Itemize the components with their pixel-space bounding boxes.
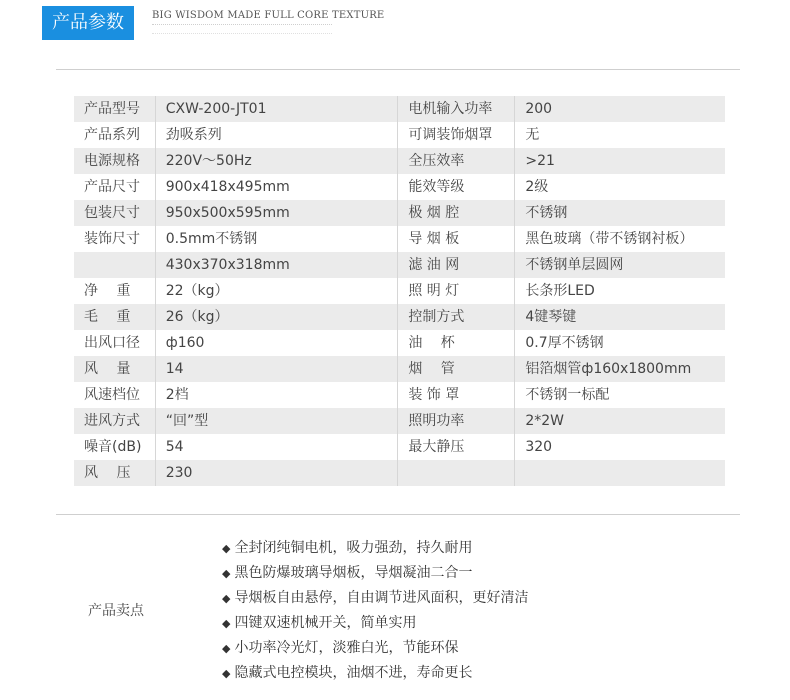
spec-value: 0.7厚不锈钢	[515, 330, 725, 356]
spec-value: 900x418x495mm	[155, 174, 398, 200]
spec-value: 4键琴键	[515, 304, 725, 330]
spec-label: 极 烟 腔	[398, 200, 515, 226]
spec-row	[74, 148, 725, 174]
spec-row	[74, 408, 725, 434]
selling-point	[222, 661, 528, 686]
middle-divider	[56, 514, 740, 515]
spec-label: 导 烟 板	[398, 226, 515, 252]
spec-label: 风速档位	[74, 382, 155, 408]
selling-point-text: 隐藏式电控模块，油烟不进，寿命更长	[234, 665, 473, 681]
spec-row	[74, 278, 725, 304]
diamond-bullet-icon: ◆	[222, 542, 231, 555]
spec-value: 230	[155, 460, 398, 486]
selling-point	[222, 536, 528, 561]
spec-label: 产品尺寸	[74, 174, 155, 200]
top-divider	[56, 69, 740, 70]
spec-label: 滤 油 网	[398, 252, 515, 278]
diamond-bullet-icon: ◆	[222, 592, 231, 605]
spec-label: 风 压	[74, 460, 155, 486]
spec-label	[398, 460, 515, 486]
spec-value: 铝箔烟管ф160x1800mm	[515, 356, 725, 382]
spec-row	[74, 252, 725, 278]
spec-value: 2档	[155, 382, 398, 408]
selling-point	[222, 586, 528, 611]
spec-label: 照 明 灯	[398, 278, 515, 304]
spec-row	[74, 174, 725, 200]
selling-point	[222, 636, 528, 661]
spec-label: 包装尺寸	[74, 200, 155, 226]
spec-label: 进风方式	[74, 408, 155, 434]
diamond-bullet-icon: ◆	[222, 667, 231, 680]
spec-value: 2级	[515, 174, 725, 200]
spec-row	[74, 96, 725, 122]
spec-row	[74, 226, 725, 252]
spec-label: 装 饰 罩	[398, 382, 515, 408]
selling-point	[222, 561, 528, 586]
spec-value: 26（kg）	[155, 304, 398, 330]
spec-value: 0.5mm不锈钢	[155, 226, 398, 252]
selling-point-text: 全封闭纯铜电机，吸力强劲，持久耐用	[234, 540, 473, 556]
section-subtitle: BIG WISDOM MADE FULL CORE TEXTURE	[152, 10, 385, 21]
selling-points-label: 产品卖点	[88, 603, 144, 619]
spec-label: 全压效率	[398, 148, 515, 174]
spec-label: 可调装饰烟罩	[398, 122, 515, 148]
selling-point-text: 导烟板自由悬停，自由调节进风面积，更好清洁	[234, 590, 529, 606]
spec-row	[74, 304, 725, 330]
spec-label: 控制方式	[398, 304, 515, 330]
spec-value: 劲吸系列	[155, 122, 398, 148]
spec-label: 风 量	[74, 356, 155, 382]
selling-point-text: 四键双速机械开关，简单实用	[234, 615, 417, 631]
spec-label: 最大静压	[398, 434, 515, 460]
spec-value: 14	[155, 356, 398, 382]
spec-value: 无	[515, 122, 725, 148]
spec-row	[74, 382, 725, 408]
spec-label: 照明功率	[398, 408, 515, 434]
spec-value: 不锈钢一标配	[515, 382, 725, 408]
spec-value: 2*2W	[515, 408, 725, 434]
selling-point-text: 小功率冷光灯，淡雅白光，节能环保	[234, 640, 459, 656]
spec-row	[74, 122, 725, 148]
selling-point	[222, 611, 528, 636]
spec-value: ф160	[155, 330, 398, 356]
selling-point-text: 黑色防爆玻璃导烟板，导烟凝油二合一	[234, 565, 473, 581]
spec-value	[515, 460, 725, 486]
spec-value: 长条形LED	[515, 278, 725, 304]
selling-points-list	[222, 536, 528, 686]
spec-value: 220V～50Hz	[155, 148, 398, 174]
spec-value: 22（kg）	[155, 278, 398, 304]
spec-value: 不锈钢单层圆网	[515, 252, 725, 278]
spec-value: CXW-200-JT01	[155, 96, 398, 122]
spec-label: 净 重	[74, 278, 155, 304]
spec-label: 装饰尺寸	[74, 226, 155, 252]
spec-row	[74, 434, 725, 460]
spec-label: 产品系列	[74, 122, 155, 148]
diamond-bullet-icon: ◆	[222, 567, 231, 580]
diamond-bullet-icon: ◆	[222, 642, 231, 655]
spec-value: 430x370x318mm	[155, 252, 398, 278]
spec-value: >21	[515, 148, 725, 174]
spec-value: 54	[155, 434, 398, 460]
spec-value: “回”型	[155, 408, 398, 434]
spec-label: 毛 重	[74, 304, 155, 330]
spec-row	[74, 356, 725, 382]
spec-value: 不锈钢	[515, 200, 725, 226]
section-title: 产品参数	[42, 6, 134, 40]
spec-value: 200	[515, 96, 725, 122]
spec-label	[74, 252, 155, 278]
spec-label: 油 杯	[398, 330, 515, 356]
spec-label: 电机输入功率	[398, 96, 515, 122]
spec-value: 950x500x595mm	[155, 200, 398, 226]
spec-row	[74, 330, 725, 356]
spec-value: 黑色玻璃（带不锈钢衬板）	[515, 226, 725, 252]
subtitle-decoration	[152, 24, 332, 34]
spec-label: 电源规格	[74, 148, 155, 174]
spec-row	[74, 460, 725, 486]
diamond-bullet-icon: ◆	[222, 617, 231, 630]
spec-value: 320	[515, 434, 725, 460]
spec-label: 噪音(dB)	[74, 434, 155, 460]
spec-row	[74, 200, 725, 226]
spec-label: 产品型号	[74, 96, 155, 122]
spec-label: 烟 管	[398, 356, 515, 382]
spec-label: 能效等级	[398, 174, 515, 200]
spec-label: 出风口径	[74, 330, 155, 356]
spec-table	[74, 96, 725, 486]
